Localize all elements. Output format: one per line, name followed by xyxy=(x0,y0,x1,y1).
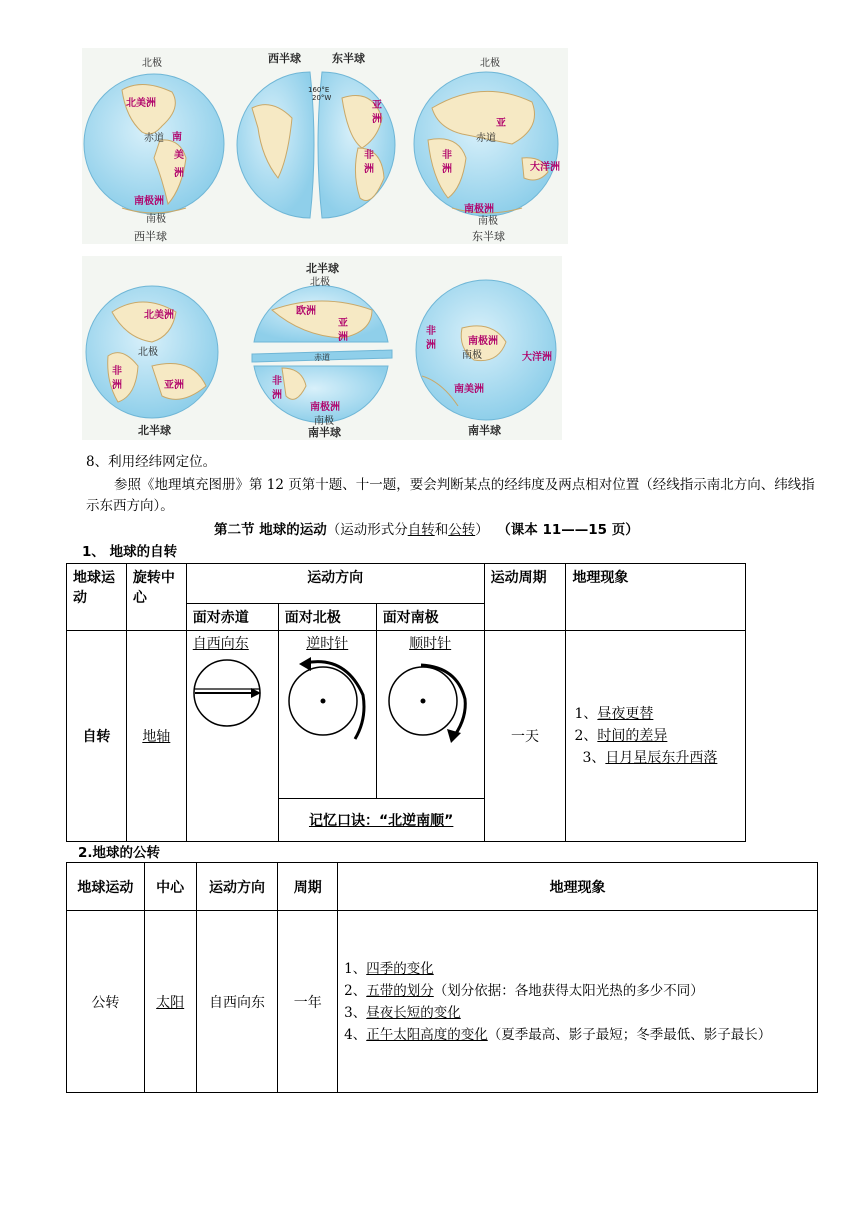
section-pages: （课本 11——15 页） xyxy=(497,522,639,538)
svg-text:160°E: 160°E xyxy=(308,86,330,94)
counterclockwise-arrow-icon xyxy=(285,655,371,745)
svg-text:洲: 洲 xyxy=(442,164,452,175)
t2-header-motion: 地球运动 xyxy=(67,863,145,911)
svg-text:赤道: 赤道 xyxy=(314,353,330,362)
t2-direction: 自西向东 xyxy=(196,911,278,1093)
t2-phenomenon-1 xyxy=(344,958,817,980)
header-center: 旋转中心 xyxy=(126,564,186,631)
subheading-rotation: 1、 地球的自转 xyxy=(82,544,178,560)
revolution-table xyxy=(66,862,818,1093)
svg-text:洲: 洲 xyxy=(364,164,374,175)
t2-p1-text: 四季的变化 xyxy=(366,960,434,977)
svg-text:洲: 洲 xyxy=(174,168,184,179)
svg-text:亚: 亚 xyxy=(372,100,382,111)
row-center-axis xyxy=(126,631,186,842)
mnemonic-cell xyxy=(278,799,484,842)
svg-text:南极: 南极 xyxy=(146,214,166,225)
subheader-face-south: 面对南极 xyxy=(376,604,484,631)
svg-text:东半球: 东半球 xyxy=(472,230,505,243)
phenomenon-1-text: 昼夜更替 xyxy=(597,706,654,722)
header-direction: 运动方向 xyxy=(186,564,484,604)
t2-header-period: 周期 xyxy=(278,863,338,911)
section-title-main: 第二节 地球的运动 xyxy=(214,522,327,538)
section-revolution-word: 公转 xyxy=(448,522,476,538)
cell-face-north xyxy=(278,631,376,799)
phenomenon-3-text: 日月星辰东升西落 xyxy=(605,750,718,766)
svg-text:南极: 南极 xyxy=(462,350,482,361)
svg-text:南半球: 南半球 xyxy=(308,426,341,439)
svg-text:南极洲: 南极洲 xyxy=(468,336,498,347)
svg-text:20°W: 20°W xyxy=(312,94,332,102)
t2-p4-num: 4、 xyxy=(344,1026,367,1043)
row-motion-rotation: 自转 xyxy=(67,631,127,842)
svg-text:西半球: 西半球 xyxy=(268,52,301,65)
svg-text:美: 美 xyxy=(174,150,184,161)
svg-text:非: 非 xyxy=(426,326,436,337)
svg-text:亚洲: 亚洲 xyxy=(164,380,184,391)
phenomenon-1-num: 1、 xyxy=(574,706,598,722)
t2-p3-text: 昼夜长短的变化 xyxy=(366,1004,461,1021)
clockwise-arrow-icon xyxy=(383,655,473,745)
cell-face-equator xyxy=(186,631,278,842)
svg-text:北极: 北极 xyxy=(142,58,162,69)
phenomenon-2 xyxy=(574,725,745,747)
svg-text:洲: 洲 xyxy=(372,114,382,125)
t2-p1-num: 1、 xyxy=(344,960,367,977)
t2-p4-note: （夏季最高、影子最短；冬季最低、影子最长） xyxy=(487,1026,772,1043)
header-phenomena: 地理现象 xyxy=(566,564,746,631)
svg-text:北极: 北极 xyxy=(310,277,330,288)
svg-text:赤道: 赤道 xyxy=(144,133,164,144)
svg-text:北美洲: 北美洲 xyxy=(126,98,156,109)
t2-p3-num: 3、 xyxy=(344,1004,367,1021)
t2-motion-revolution: 公转 xyxy=(67,911,145,1093)
svg-text:洲: 洲 xyxy=(338,332,348,343)
rotation-table xyxy=(66,563,746,842)
header-motion: 地球运动 xyxy=(67,564,127,631)
t2-phenomenon-3 xyxy=(344,1002,817,1024)
row-phenomena xyxy=(566,631,746,842)
svg-text:南极洲: 南极洲 xyxy=(134,196,164,207)
t2-phenomenon-2 xyxy=(344,980,817,1002)
phenomenon-2-text: 时间的差异 xyxy=(597,728,668,744)
svg-text:北美洲: 北美洲 xyxy=(144,310,174,321)
row-period-day: 一天 xyxy=(484,631,566,842)
t2-period-year: 一年 xyxy=(278,911,338,1093)
svg-text:大洋洲: 大洋洲 xyxy=(530,162,560,173)
svg-text:南极洲: 南极洲 xyxy=(464,204,494,215)
svg-text:洲: 洲 xyxy=(112,380,122,391)
t2-header-direction: 运动方向 xyxy=(196,863,278,911)
svg-text:大洋洲: 大洋洲 xyxy=(522,352,552,363)
subheading-revolution: 2.地球的公转 xyxy=(78,845,161,861)
svg-text:南极: 南极 xyxy=(478,216,498,227)
svg-text:非: 非 xyxy=(442,150,452,161)
svg-text:南半球: 南半球 xyxy=(468,424,501,437)
header-period: 运动周期 xyxy=(484,564,566,631)
svg-text:南美洲: 南美洲 xyxy=(454,384,484,395)
svg-text:东半球: 东半球 xyxy=(332,52,365,65)
svg-text:赤道: 赤道 xyxy=(476,133,496,144)
t2-p2-num: 2、 xyxy=(344,982,367,999)
svg-text:北半球: 北半球 xyxy=(138,424,171,437)
t2-center-sun xyxy=(144,911,196,1093)
svg-text:非: 非 xyxy=(364,150,374,161)
t2-phenomena xyxy=(338,911,818,1093)
section-rotation-word: 自转 xyxy=(407,522,435,538)
southern-hemisphere-globe xyxy=(416,280,556,420)
phenomenon-3-num: 3、 xyxy=(582,750,606,766)
sun-text: 太阳 xyxy=(156,994,185,1011)
svg-text:亚: 亚 xyxy=(338,318,348,329)
svg-text:洲: 洲 xyxy=(272,390,282,401)
section-title-close: ） xyxy=(475,522,489,538)
mnemonic-text: 记忆口诀：“北逆南顺” xyxy=(308,813,454,829)
svg-text:欧洲: 欧洲 xyxy=(296,306,316,317)
axis-text: 地轴 xyxy=(142,729,171,745)
subheader-face-equator: 面对赤道 xyxy=(186,604,278,631)
svg-text:非: 非 xyxy=(112,366,122,377)
t2-header-phenomena: 地理现象 xyxy=(338,863,818,911)
eastern-hemisphere-globe xyxy=(414,72,558,216)
hemisphere-figure-east-west xyxy=(82,48,568,244)
dir-equator-label: 自西向东 xyxy=(192,636,249,652)
phenomenon-3 xyxy=(574,747,745,769)
t2-header-center: 中心 xyxy=(144,863,196,911)
dir-north-label: 逆时针 xyxy=(306,636,349,652)
t2-p2-text: 五带的划分 xyxy=(366,982,434,999)
svg-text:北极: 北极 xyxy=(138,347,158,358)
section-title-paren: （运动形式分 xyxy=(326,522,408,538)
svg-text:北半球: 北半球 xyxy=(306,262,339,275)
earth-arrow-west-east-icon xyxy=(191,655,271,735)
item-8-heading: 8、利用经纬网定位。 xyxy=(86,454,217,470)
svg-text:亚: 亚 xyxy=(496,118,506,129)
phenomenon-1 xyxy=(574,703,745,725)
cell-face-south xyxy=(376,631,484,799)
phenomenon-2-num: 2、 xyxy=(574,728,598,744)
svg-text:洲: 洲 xyxy=(426,340,436,351)
hemisphere-figure-north-south xyxy=(82,256,562,440)
svg-text:北极: 北极 xyxy=(480,58,500,69)
t2-phenomenon-4 xyxy=(344,1024,817,1046)
western-hemisphere-globe xyxy=(84,74,224,214)
svg-text:南: 南 xyxy=(172,132,182,143)
reference-paragraph: 参照《地理填充图册》第 12 页第十题、十一题，要会判断某点的经纬度及两点相对位置（经线指示南北方向、纬线指示东西方向）。 xyxy=(86,477,815,514)
dir-south-label: 顺时针 xyxy=(409,636,452,652)
t2-p2-note: （划分依据：各地获得太阳光热的多少不同） xyxy=(433,982,704,999)
section-and: 和 xyxy=(434,522,449,538)
t2-p4-text: 正午太阳高度的变化 xyxy=(366,1026,488,1043)
subheader-face-north: 面对北极 xyxy=(278,604,376,631)
svg-text:非: 非 xyxy=(272,376,282,387)
svg-text:南极洲: 南极洲 xyxy=(310,402,340,413)
svg-text:西半球: 西半球 xyxy=(134,230,167,243)
svg-text:南极: 南极 xyxy=(314,416,334,427)
section-title xyxy=(214,520,639,541)
